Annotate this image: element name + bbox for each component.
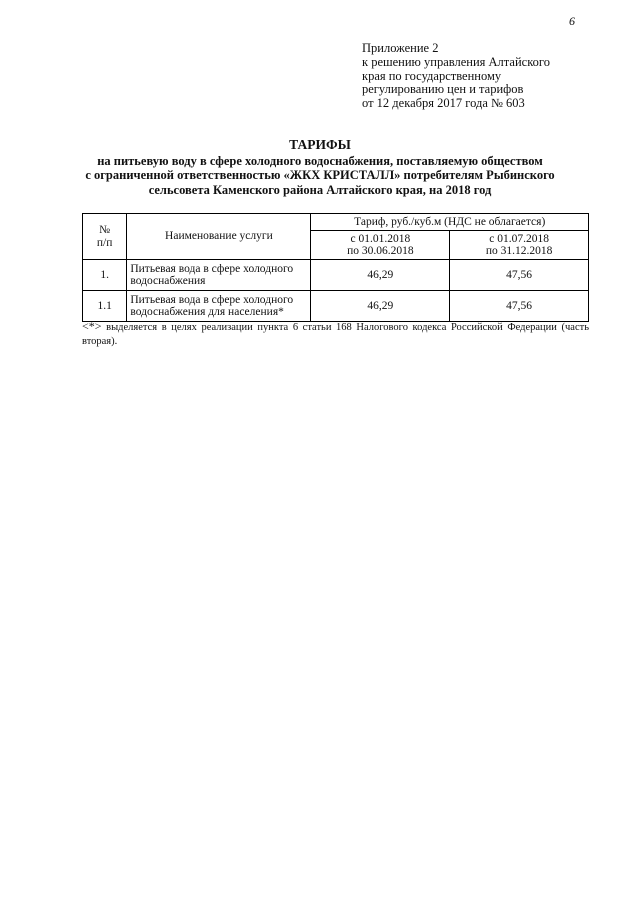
page-number: 6 (569, 14, 575, 28)
appendix-line: края по государственному (362, 68, 502, 83)
header-service: Наименование услуги (127, 214, 311, 260)
title-subtitle-line: с ограниченной ответственностью «ЖКХ КРИСТАЛЛ» потребителям Рыбинского (85, 168, 555, 182)
row-number: 1.1 (83, 291, 127, 322)
period-1-end: по 30.06.2018 (347, 245, 414, 257)
header-num-line2: п/п (96, 236, 113, 249)
header-num-line1: № (99, 224, 111, 236)
footnote-mark: <*> (82, 319, 102, 333)
title-main: ТАРИФЫ (289, 137, 351, 152)
row-tariff-period-2: 47,56 (450, 260, 589, 291)
appendix-line: регулированию цен и тарифов (362, 82, 524, 97)
row-tariff-period-2: 47,56 (450, 291, 589, 322)
row-tariff-period-1: 46,29 (311, 260, 450, 291)
header-period-1 (311, 231, 450, 260)
document-title (70, 138, 570, 197)
period-1-start: с 01.01.2018 (350, 232, 411, 245)
service-name-line: Питьевая вода в сфере холодного (130, 262, 294, 275)
service-name-line: Питьевая вода в сфере холодного (130, 293, 294, 306)
title-subtitle-line: на питьевую воду в сфере холодного водоснабжения, поставляемую обществом (97, 153, 543, 168)
appendix-line: Приложение 2 (362, 41, 439, 55)
row-service-name (127, 291, 311, 322)
period-2-end: по 31.12.2018 (485, 245, 553, 257)
appendix-line: от 12 декабря 2017 года № 603 (362, 96, 525, 111)
header-period-2 (450, 231, 589, 260)
footnote-text: выделяется в целях реализации пункта 6 статьи 168 Налогового кодекса Российской Федерации (часть вторая). (82, 322, 589, 347)
period-2-start: с 01.07.2018 (489, 232, 549, 245)
table-row (83, 260, 589, 291)
tariff-table (82, 213, 589, 322)
row-tariff-period-1: 46,29 (311, 291, 450, 322)
title-subtitle-line: сельсовета Каменского района Алтайского края, на 2018 год (148, 182, 492, 197)
service-name-line: водоснабжения для населения* (130, 306, 284, 318)
header-num (83, 214, 127, 260)
service-name-line: водоснабжения (130, 275, 206, 287)
row-number: 1. (83, 260, 127, 291)
header-tariff: Тариф, руб./куб.м (НДС не облагается) (311, 214, 589, 231)
row-service-name (127, 260, 311, 291)
table-row (83, 291, 589, 322)
footnote (82, 319, 589, 349)
appendix-reference (362, 42, 602, 111)
appendix-line: к решению управления Алтайского (362, 54, 550, 69)
